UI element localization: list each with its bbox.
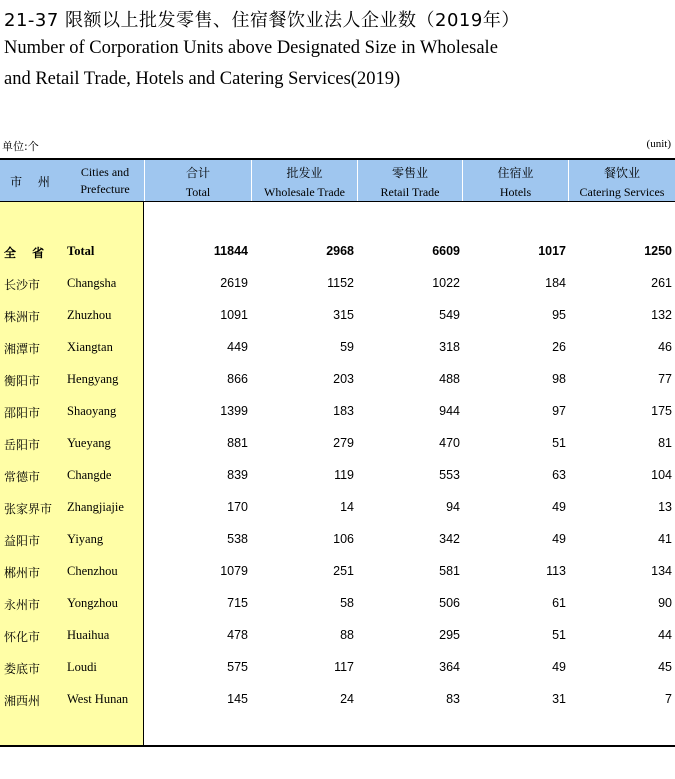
table-row (0, 402, 675, 422)
table-bottom-rule (0, 745, 675, 747)
header-city-en (66, 160, 144, 201)
row-value-wholesale: 59 (340, 340, 354, 354)
row-value-catering: 104 (651, 468, 672, 482)
row-value-retail: 488 (439, 372, 460, 386)
row-city-en: Hengyang (67, 372, 119, 386)
table-row (0, 658, 675, 678)
row-value-total: 715 (227, 596, 248, 610)
row-city-en: Zhuzhou (67, 308, 112, 322)
table-row (0, 338, 675, 358)
row-value-hotels: 1017 (538, 244, 566, 258)
unit-label-cn: 单位:个 (2, 140, 39, 153)
row-value-hotels: 49 (552, 660, 566, 674)
row-value-total: 170 (227, 500, 248, 514)
row-value-catering: 13 (658, 500, 672, 514)
row-city-en: Xiangtan (67, 340, 113, 354)
row-value-wholesale: 315 (333, 308, 354, 322)
table-row (0, 562, 675, 582)
row-city-cn: 邵阳市 (4, 406, 41, 420)
row-value-hotels: 26 (552, 340, 566, 354)
row-city-en: Changde (67, 468, 112, 482)
table-row (0, 466, 675, 486)
row-city-cn: 衡阳市 (4, 374, 41, 388)
table-row (0, 434, 675, 454)
row-value-retail: 83 (446, 692, 460, 706)
header-col-wholesale (251, 160, 357, 201)
row-value-catering: 134 (651, 564, 672, 578)
row-value-hotels: 97 (552, 404, 566, 418)
header-col-total-cn: 合计 (185, 166, 210, 180)
row-city-cn: 岳阳市 (4, 438, 41, 452)
table-row (0, 690, 675, 710)
row-value-hotels: 31 (552, 692, 566, 706)
row-value-hotels: 63 (552, 468, 566, 482)
row-value-hotels: 113 (546, 564, 566, 578)
row-value-catering: 77 (658, 372, 672, 386)
table-row (0, 626, 675, 646)
header-col-hotels (462, 160, 568, 201)
row-value-hotels: 61 (552, 596, 566, 610)
row-value-total: 2619 (220, 276, 248, 290)
header-city-cn (0, 160, 66, 201)
row-city-en: Yiyang (67, 532, 104, 546)
row-value-catering: 175 (651, 404, 672, 418)
row-value-catering: 132 (651, 308, 672, 322)
table-row (0, 274, 675, 294)
table-row-total (0, 242, 675, 262)
row-value-wholesale: 24 (340, 692, 354, 706)
row-value-total: 449 (227, 340, 248, 354)
row-city-en: Huaihua (67, 628, 110, 642)
row-value-total: 575 (227, 660, 248, 674)
row-value-total: 1079 (220, 564, 248, 578)
row-city-cn: 常德市 (4, 470, 41, 484)
header-city-en-line1: Cities and (80, 165, 130, 179)
row-value-catering: 90 (658, 596, 672, 610)
header-city-en-line2: Prefecture (80, 182, 130, 196)
row-value-retail: 364 (439, 660, 460, 674)
header-col-catering-en: Catering Services (579, 185, 665, 199)
row-value-wholesale: 251 (333, 564, 354, 578)
table-row (0, 530, 675, 550)
row-city-cn: 全 省 (4, 246, 51, 260)
page-title-en-line2: and Retail Trade, Hotels and Catering Services(2019) (4, 69, 401, 89)
header-col-wholesale-en: Wholesale Trade (264, 185, 345, 199)
row-city-cn: 湘潭市 (4, 342, 41, 356)
header-col-total-en: Total (185, 185, 211, 199)
row-value-retail: 94 (446, 500, 460, 514)
row-value-catering: 46 (658, 340, 672, 354)
row-value-total: 538 (227, 532, 248, 546)
row-value-total: 145 (227, 692, 248, 706)
row-value-total: 1399 (220, 404, 248, 418)
row-value-total: 839 (227, 468, 248, 482)
row-value-hotels: 49 (552, 500, 566, 514)
row-value-wholesale: 2968 (326, 244, 354, 258)
header-col-wholesale-cn: 批发业 (286, 166, 323, 180)
header-col-catering (568, 160, 675, 201)
row-city-en: Zhangjiajie (67, 500, 124, 514)
row-value-retail: 553 (439, 468, 460, 482)
row-city-cn: 湘西州 (4, 694, 41, 708)
row-value-total: 1091 (220, 308, 248, 322)
row-value-retail: 1022 (432, 276, 460, 290)
table-header (0, 160, 675, 202)
row-value-retail: 295 (439, 628, 460, 642)
header-col-retail (357, 160, 462, 201)
row-value-wholesale: 106 (333, 532, 354, 546)
page-title-cn: 21-37 限额以上批发零售、住宿餐饮业法人企业数（2019年） (4, 10, 520, 31)
row-value-hotels: 98 (552, 372, 566, 386)
row-value-catering: 1250 (644, 244, 672, 258)
page-title-en-line1: Number of Corporation Units above Designated Size in Wholesale (4, 38, 498, 58)
row-value-total: 881 (227, 436, 248, 450)
header-col-retail-cn: 零售业 (391, 166, 428, 180)
row-value-hotels: 49 (552, 532, 566, 546)
table-row (0, 594, 675, 614)
row-city-en: Yueyang (67, 436, 111, 450)
table-row (0, 370, 675, 390)
row-city-cn: 长沙市 (4, 278, 41, 292)
row-city-en: Yongzhou (67, 596, 118, 610)
row-value-retail: 581 (439, 564, 460, 578)
row-value-catering: 7 (665, 692, 672, 706)
row-value-catering: 81 (658, 436, 672, 450)
row-value-hotels: 184 (545, 276, 566, 290)
row-value-retail: 506 (439, 596, 460, 610)
row-city-cn: 永州市 (4, 598, 41, 612)
row-city-en: Chenzhou (67, 564, 118, 578)
row-city-cn: 益阳市 (4, 534, 41, 548)
row-value-total: 11844 (213, 244, 248, 258)
header-col-catering-cn: 餐饮业 (603, 166, 640, 180)
header-city-cn-label: 市 州 (10, 175, 56, 189)
row-city-cn: 张家界市 (4, 502, 53, 516)
row-value-retail: 944 (439, 404, 460, 418)
header-col-hotels-en: Hotels (499, 185, 532, 199)
row-value-hotels: 95 (552, 308, 566, 322)
row-city-cn: 怀化市 (4, 630, 41, 644)
table-row (0, 498, 675, 518)
row-value-total: 478 (227, 628, 248, 642)
row-value-wholesale: 203 (333, 372, 354, 386)
row-value-wholesale: 88 (340, 628, 354, 642)
header-col-hotels-cn: 住宿业 (497, 166, 534, 180)
row-city-en: Loudi (67, 660, 97, 674)
row-value-hotels: 51 (552, 628, 566, 642)
row-value-retail: 6609 (432, 244, 460, 258)
row-value-catering: 45 (658, 660, 672, 674)
row-value-retail: 549 (439, 308, 460, 322)
row-city-cn: 娄底市 (4, 662, 41, 676)
row-value-retail: 470 (439, 436, 460, 450)
row-city-cn: 郴州市 (4, 566, 41, 580)
header-col-total (144, 160, 251, 201)
row-city-en: Changsha (67, 276, 117, 290)
row-value-wholesale: 117 (334, 660, 354, 674)
row-city-en: Total (67, 244, 95, 258)
row-value-retail: 318 (439, 340, 460, 354)
row-value-wholesale: 183 (333, 404, 354, 418)
row-value-catering: 261 (651, 276, 672, 290)
row-value-wholesale: 119 (334, 468, 354, 482)
row-city-en: West Hunan (67, 692, 129, 706)
row-value-total: 866 (227, 372, 248, 386)
row-value-hotels: 51 (552, 436, 566, 450)
row-value-catering: 41 (658, 532, 672, 546)
row-city-cn: 株洲市 (4, 310, 41, 324)
row-value-wholesale: 14 (340, 500, 354, 514)
header-col-retail-en: Retail Trade (380, 185, 440, 199)
row-value-retail: 342 (439, 532, 460, 546)
table-row (0, 306, 675, 326)
row-value-wholesale: 1152 (327, 276, 354, 290)
row-city-en: Shaoyang (67, 404, 117, 418)
row-value-wholesale: 58 (340, 596, 354, 610)
row-value-wholesale: 279 (333, 436, 354, 450)
unit-label-en: (unit) (646, 138, 671, 150)
row-value-catering: 44 (658, 628, 672, 642)
